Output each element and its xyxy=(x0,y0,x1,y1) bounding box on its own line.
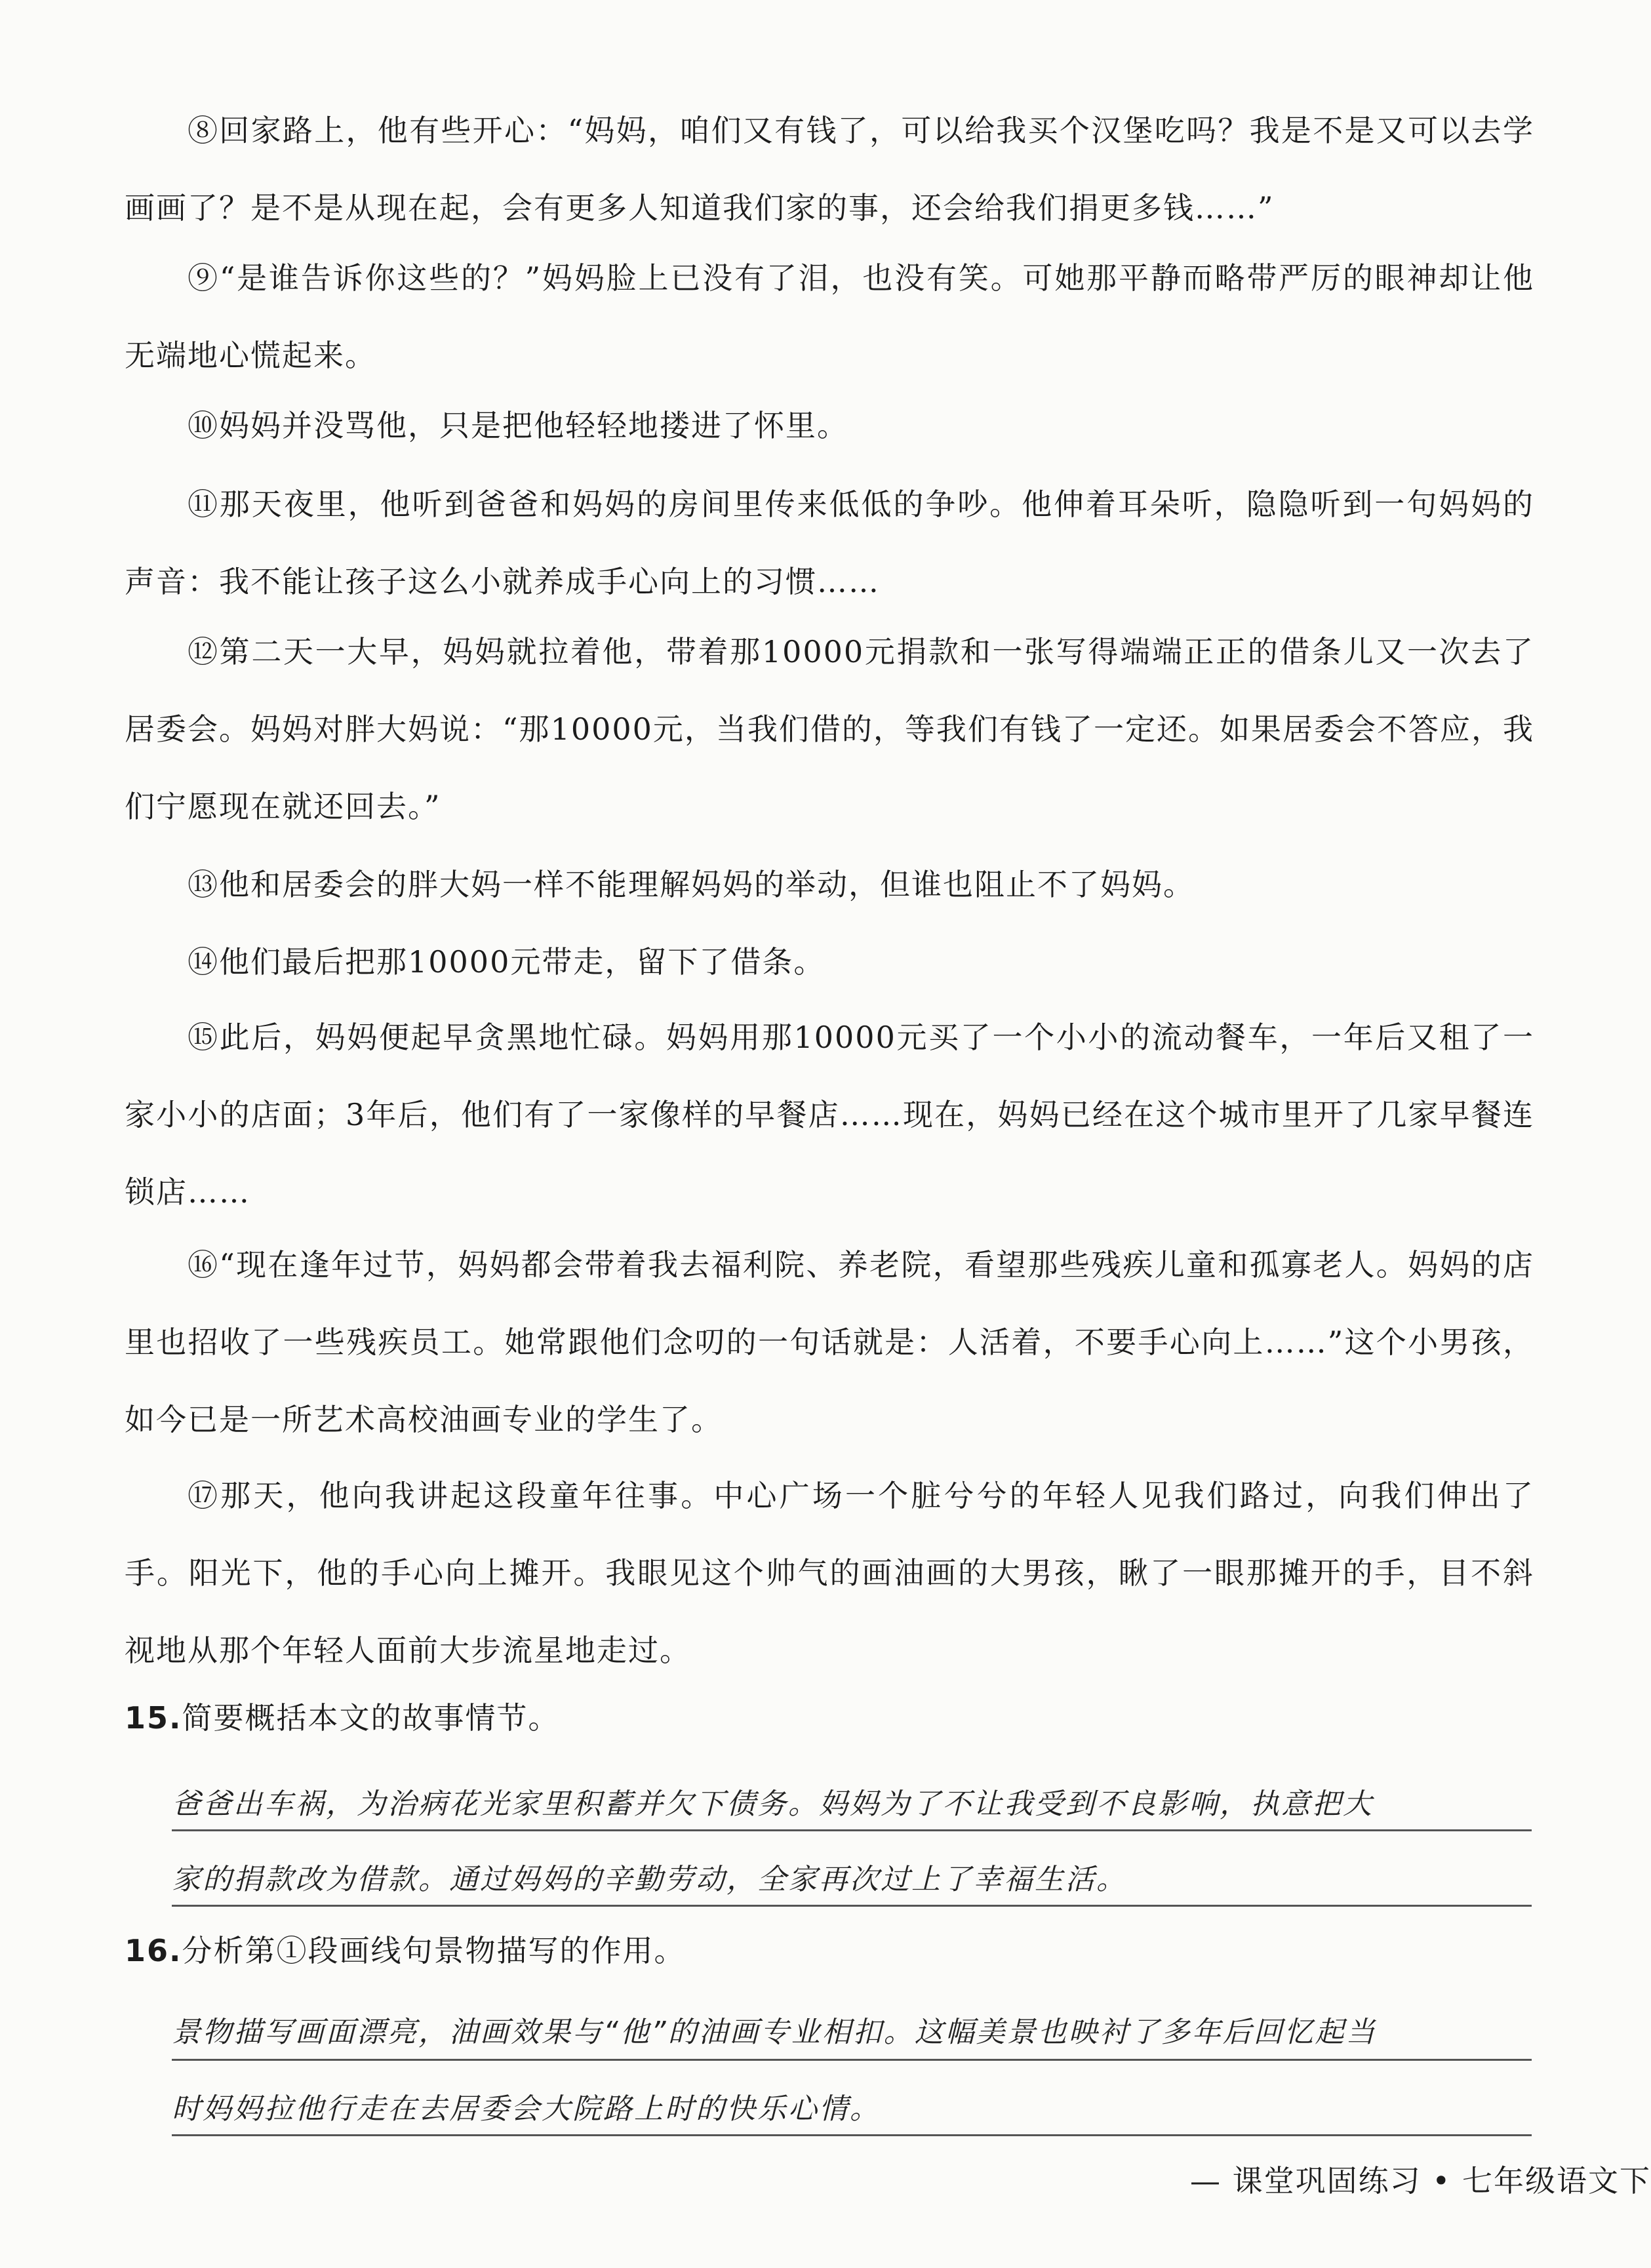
answer-text-line: 时妈妈拉他行走在去居委会大院路上时的快乐心情。 xyxy=(172,2092,881,2126)
question-prompt: 简要概括本文的故事情节。 xyxy=(182,1700,560,1736)
paragraph-14: ⑭他们最后把那10000元带走，留下了借条。 xyxy=(188,944,826,980)
answer-underline xyxy=(172,2134,1532,2136)
question-number: 15. xyxy=(125,1700,182,1736)
answer-text-line: 家的捐款改为借款。通过妈妈的辛勤劳动，全家再次过上了幸福生活。 xyxy=(172,1863,1127,1896)
paragraph-15: ⑮此后，妈妈便起早贪黑地忙碌。妈妈用那10000元买了一个小小的流动餐车，一年后又租了一家小小的店面；3年后，他们有了一家像样的早餐店……现在，妈妈已经在这个城市里开了几家早餐连锁店…… xyxy=(125,1020,1534,1210)
paragraph-17: ⑰那天，他向我讲起这段童年往事。中心广场一个脏兮兮的年轻人见我们路过，向我们伸出了手。阳光下，他的手心向上摊开。我眼见这个帅气的画油画的大男孩，瞅了一眼那摊开的手，目不斜视地从那个年轻人面前大步流星地走过。 xyxy=(125,1478,1534,1668)
answer-underline xyxy=(172,1829,1532,1831)
page-footer: — 课堂巩固练习 • 七年级语文下 xyxy=(1190,2163,1651,2198)
paragraph-9: ⑨“是谁告诉你这些的？”妈妈脸上已没有了泪，也没有笑。可她那平静而略带严厉的眼神却让他无端地心慌起来。 xyxy=(125,260,1534,373)
paragraph-8: ⑧回家路上，他有些开心：“妈妈，咱们又有钱了，可以给我买个汉堡吃吗？我是不是又可以去学画画了？是不是从现在起，会有更多人知道我们家的事，还会给我们捐更多钱……” xyxy=(125,113,1534,226)
paragraph-16: ⑯“现在逢年过节，妈妈都会带着我去福利院、养老院，看望那些残疾儿童和孤寡老人。妈妈的店里也招收了一些残疾员工。她常跟他们念叨的一句话就是：人活着，不要手心向上……”这个小男孩，如今已是一所艺术高校油画专业的学生了。 xyxy=(125,1247,1534,1437)
question-prompt: 分析第①段画线句景物描写的作用。 xyxy=(182,1933,686,1968)
question-15 xyxy=(125,1698,1534,1738)
paragraph-11: ⑪那天夜里，他听到爸爸和妈妈的房间里传来低低的争吵。他伸着耳朵听，隐隐听到一句妈妈的声音：我不能让孩子这么小就养成手心向上的习惯…… xyxy=(125,487,1534,599)
paragraph-13: ⑬他和居委会的胖大妈一样不能理解妈妈的举动，但谁也阻止不了妈妈。 xyxy=(188,867,1195,902)
question-16 xyxy=(125,1931,1534,1970)
answer-underline xyxy=(172,1905,1532,1907)
paragraph-10: ⑩妈妈并没骂他，只是把他轻轻地搂进了怀里。 xyxy=(188,408,848,443)
question-number: 16. xyxy=(125,1933,182,1968)
answer-text-line: 景物描写画面漂亮，油画效果与“他”的油画专业相扣。这幅美景也映衬了多年后回忆起当 xyxy=(172,2016,1377,2049)
paragraph-12: ⑫第二天一大早，妈妈就拉着他，带着那10000元捐款和一张写得端端正正的借条儿又一次去了居委会。妈妈对胖大妈说：“那10000元，当我们借的，等我们有钱了一定还。如果居委会不答应，我们宁愿现在就还回去。” xyxy=(125,634,1534,824)
answer-underline xyxy=(172,2059,1532,2061)
answer-text-line: 爸爸出车祸，为治病花光家里积蓄并欠下债务。妈妈为了不让我受到不良影响，执意把大 xyxy=(172,1787,1374,1821)
